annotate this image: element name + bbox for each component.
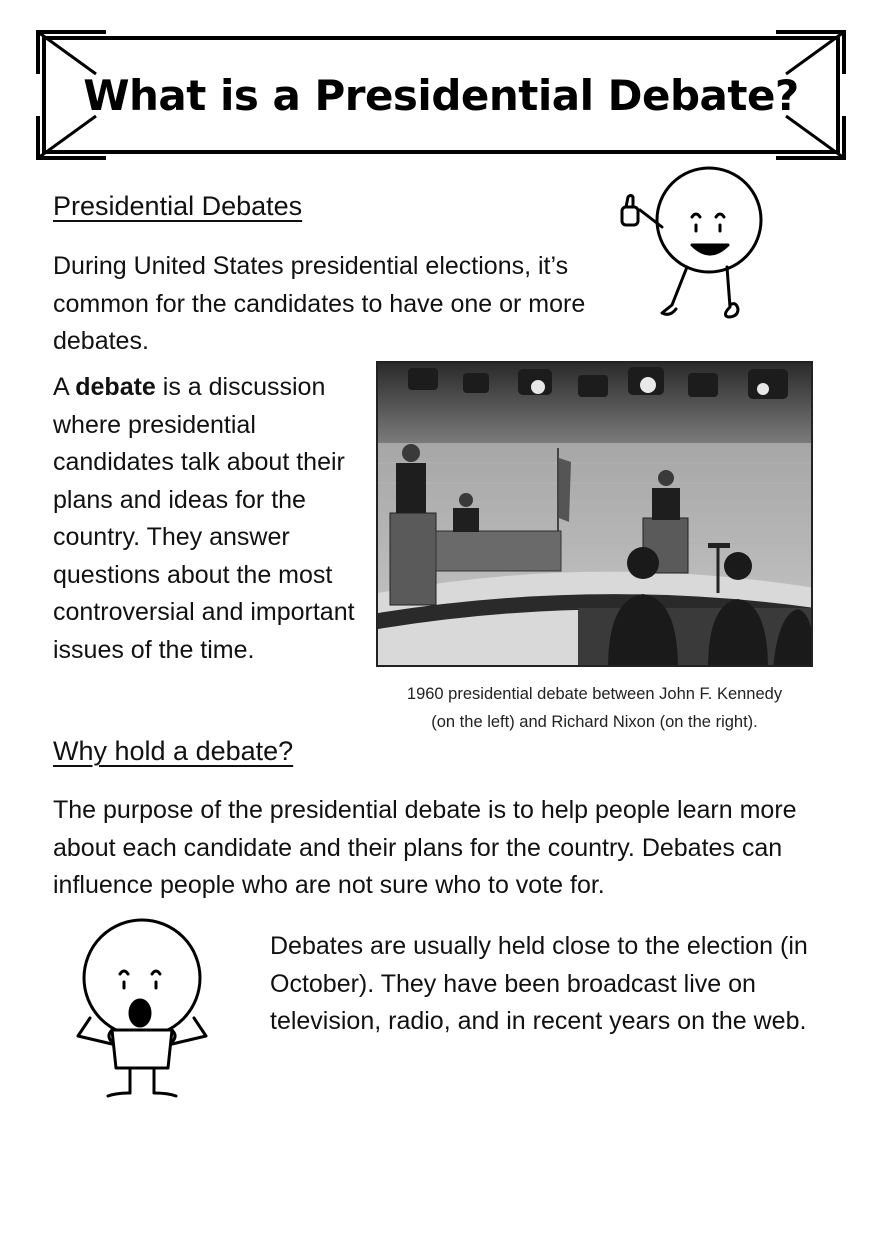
debate-photo-scene-icon (378, 363, 813, 667)
title-banner (36, 30, 846, 160)
caption-line-1: 1960 presidential debate between John F. Kennedy (406, 685, 783, 703)
heading-presidential-debates: Presidential Debates (53, 191, 303, 221)
definition-prefix: A (53, 373, 76, 401)
debate-term: debate (75, 373, 156, 401)
caption-line-2: (on the left) and Richard Nixon (on the right). (431, 713, 758, 731)
heading-why-hold-debate: Why hold a debate? (53, 736, 294, 766)
intro-paragraph: During United States presidential elections, it’s common for the candidates to have one or more debates. (53, 252, 586, 355)
purpose-paragraph: The purpose of the presidential debate is to help people learn more about each candidate and their plans for the country. Debates can influence people who are not sure who to vote for. (53, 796, 797, 899)
reading-character-icon (72, 918, 212, 1103)
photo-caption (376, 680, 813, 736)
debate-photo (376, 361, 813, 667)
timing-paragraph: Debates are usually held close to the election (in October). They have been broadcast live on television, radio, and in recent years on the web. (270, 932, 808, 1035)
page-title: What is a Presidential Debate? (83, 70, 799, 120)
thumbs-up-character-icon (612, 165, 772, 325)
definition-paragraph (53, 369, 358, 669)
definition-rest: is a discussion where presidential candidates talk about their plans and ideas for the country. They answer questions about the most controversial and important issues of the time. (53, 373, 355, 664)
